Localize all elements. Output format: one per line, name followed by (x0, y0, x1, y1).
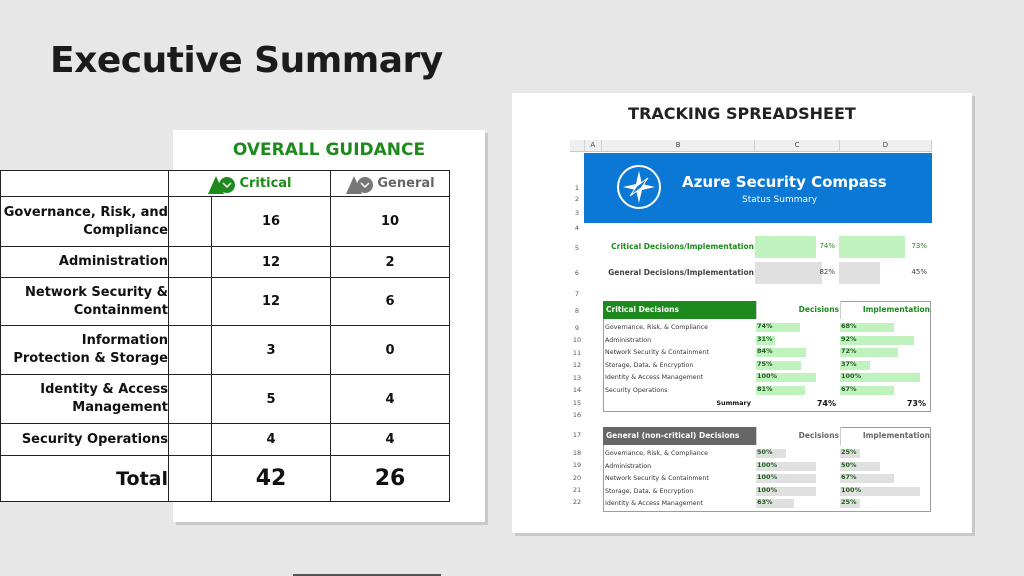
general-icon (345, 173, 373, 195)
implementation-value: 68% (841, 322, 857, 330)
decisions-header: Decisions (756, 301, 841, 319)
table-row: Security Operations 4 4 (1, 424, 450, 456)
row-label: Storage, Data, & Encryption (605, 487, 694, 495)
row-number: 6 (574, 269, 580, 277)
row-number: 14 (572, 386, 582, 394)
table-row: Governance, Risk, and Compliance 16 10 (1, 197, 450, 247)
summary-row-label: Summary (716, 398, 751, 407)
implementation-value: 72% (841, 347, 857, 356)
row-label: Storage, Data, & Encryption (605, 361, 694, 369)
implementation-value: 67% (841, 385, 857, 393)
implementation-value: 67% (841, 473, 857, 482)
decisions-value: 74% (757, 322, 773, 330)
column-header: B (602, 140, 756, 151)
row-label: Governance, Risk, & Compliance (605, 324, 709, 331)
general-column-label: General (377, 176, 435, 191)
summary-implementation: 73% (911, 242, 927, 250)
implementation-value: 25% (841, 448, 857, 456)
row-label: Governance, Risk, & Compliance (605, 450, 709, 457)
row-number: 15 (572, 399, 582, 407)
column-header: C (755, 140, 839, 151)
row-number: 12 (572, 361, 582, 369)
table-row: Information Protection & Storage 3 0 (1, 326, 450, 375)
row-label: Administration (605, 462, 652, 470)
column-header: A (585, 140, 602, 151)
summary-row-decisions: 74% (816, 398, 836, 408)
implementation-value: 25% (841, 498, 857, 507)
row-label: Identity & Access Management (605, 374, 704, 382)
implementation-value: 50% (841, 460, 857, 469)
column-header: D (840, 140, 932, 151)
row-number: 13 (572, 374, 582, 382)
row-label: Administration (605, 336, 652, 344)
tracking-spreadsheet-title: TRACKING SPREADSHEET (628, 104, 856, 123)
row-number: 7 (574, 290, 580, 298)
row-number: 8 (574, 307, 580, 315)
decisions-value: 84% (757, 347, 773, 356)
summary-label: Critical Decisions/Implementation (611, 242, 754, 251)
decisions-value: 50% (757, 448, 773, 456)
total-row (1, 456, 450, 502)
row-number: 2 (574, 195, 580, 203)
summary-label: General Decisions/Implementation (608, 268, 754, 277)
row-number: 5 (574, 244, 580, 252)
implementation-value: 92% (841, 334, 857, 343)
decisions-value: 100% (757, 473, 778, 482)
implementation-value: 37% (841, 359, 857, 368)
column-header-bar (570, 140, 932, 152)
table-row: Network Security & Containment 12 6 (1, 278, 450, 326)
row-number: 18 (572, 449, 582, 457)
decisions-value: 100% (757, 460, 778, 469)
summary-row-implementation: 73% (906, 398, 926, 408)
decisions-value: 100% (757, 485, 778, 494)
total-label: Total (1, 456, 169, 502)
row-label: Network Security & Containment (605, 349, 709, 357)
section-header: General (non-critical) Decisions (603, 427, 756, 445)
row-number: 19 (572, 461, 582, 469)
table-row: Identity & Access Management 5 4 (1, 375, 450, 424)
row-number: 22 (572, 498, 582, 506)
table-header-row (1, 171, 450, 197)
row-label: Security Operations (605, 387, 668, 394)
banner-subtitle: Status Summary (742, 195, 818, 205)
implementation-value: 100% (841, 372, 862, 381)
row-number: 20 (572, 474, 582, 482)
row-number: 1 (574, 184, 580, 192)
slide-title: Executive Summary (50, 40, 443, 81)
decisions-value: 81% (757, 385, 773, 393)
decisions-value: 31% (757, 334, 773, 343)
row-number: 21 (572, 486, 582, 494)
critical-icon (207, 173, 235, 195)
summary-decisions: 74% (819, 242, 835, 250)
row-label: Network Security & Containment (605, 475, 709, 483)
summary-decisions: 82% (819, 268, 835, 276)
spreadsheet-preview (570, 140, 932, 512)
row-number: 9 (574, 324, 580, 332)
row-number: 17 (572, 431, 582, 439)
row-number: 4 (574, 224, 580, 232)
row-number: 3 (574, 209, 580, 217)
row-number: 11 (572, 349, 582, 357)
total-critical: 42 (212, 456, 331, 502)
section-header: Critical Decisions (603, 301, 756, 319)
row-number: 10 (572, 336, 582, 344)
table-row: Administration 12 2 (1, 247, 450, 278)
status-banner (584, 153, 932, 223)
implementation-value: 100% (841, 485, 862, 494)
overall-guidance-title: OVERALL GUIDANCE (232, 140, 426, 160)
banner-title: Azure Security Compass (682, 173, 887, 191)
compass-icon (617, 165, 661, 209)
decisions-value: 75% (757, 359, 773, 368)
implementation-header: Implementation (840, 427, 932, 445)
summary-implementation: 45% (911, 268, 927, 276)
implementation-header: Implementation (840, 301, 932, 319)
critical-column-label: Critical (239, 176, 292, 191)
total-general: 26 (331, 456, 450, 502)
row-label: Identity & Access Management (605, 500, 704, 508)
overall-guidance-table (0, 170, 450, 502)
decisions-value: 63% (757, 498, 773, 507)
decisions-value: 100% (757, 372, 778, 381)
row-number: 16 (572, 411, 582, 419)
decisions-header: Decisions (756, 427, 841, 445)
